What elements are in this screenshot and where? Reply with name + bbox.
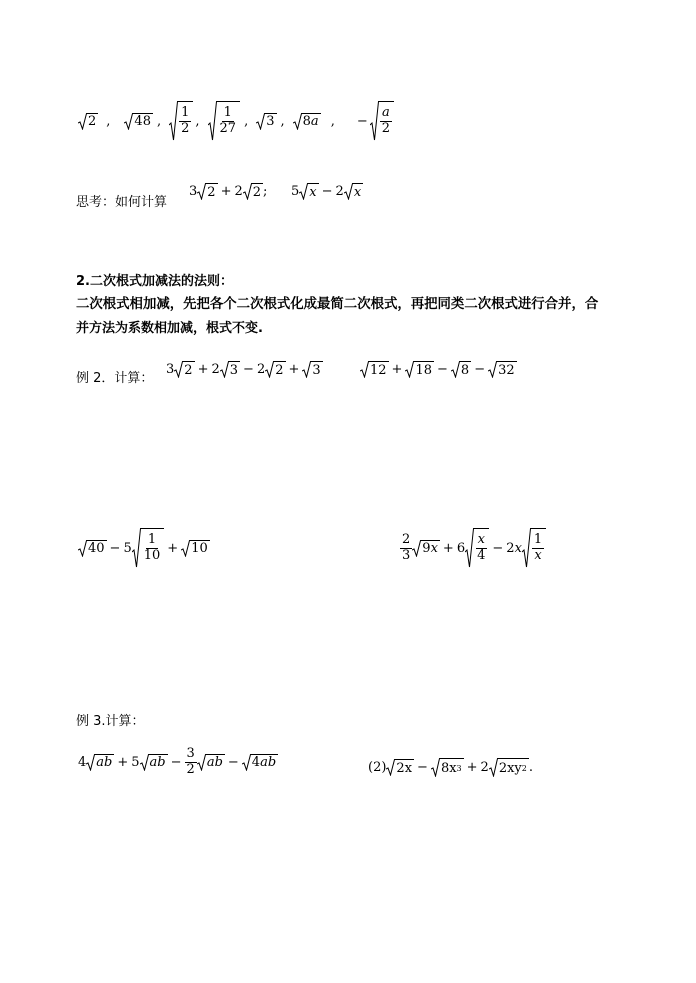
radical-sqrt-half: $\frac{1}{2}$ [169,101,193,141]
rule-line1: 二次根式相加减，先把各个二次根式化成最简二次根式，再把同类二次根式进行合并，合 [76,297,599,312]
think-expr2: 5 x − 2 x [291,184,362,200]
minus-sign: − [356,113,368,129]
radical-list: 2 , 48 , $\frac{1}{2}$ , $\frac{1}{27}$ , 3 , 8 a , − $\frac{a}{2}$ [78,96,394,146]
rule-heading: 2.二次根式加减法的法则： [76,274,233,289]
radical-sqrt-a-over-2: $\frac{a}{2}$ [370,101,394,141]
ex2-problem3: 40 − 5 $\frac{1}{10}$ + 10 [78,526,210,570]
rule-line2: 并方法为系数相加减，根式不变. [76,321,263,336]
radical-sqrt-1-27: $\frac{1}{27}$ [208,101,241,141]
radical-sqrt3: 3 [256,113,276,130]
ex3-problem2-prefix: (2) [368,760,387,775]
ex3-label: 例 3.计算： [76,714,145,729]
ex2-problem1: 3 2 + 2 3 − 2 2 + 3 [166,362,321,378]
radical-sqrt8a: 8 a [293,113,321,130]
think-expr1: 3 2 + 2 2 ; [189,184,268,200]
ex3-problem1: 4 ab + 5 ab − $\frac{3}{2}$ ab − 4 ab [78,745,277,777]
ex3-problem2: (2) 2x − 8x 3 + 2 2xy 2 . [368,760,534,776]
think-label: 思考：如何计算 [76,195,168,210]
radical-sqrt2: 2 [78,113,98,130]
ex2-problem2: 12 + 18 − 8 − 32 [360,361,517,378]
radical-sqrt48: 48 [124,113,153,130]
ex2-problem4: $\frac{2}{3}$ 9 x + 6 $\frac{x}{4}$ − 2 x $\frac{1}{x}$ [400,526,546,570]
ex2-label: 例 2．计算： [76,371,154,386]
